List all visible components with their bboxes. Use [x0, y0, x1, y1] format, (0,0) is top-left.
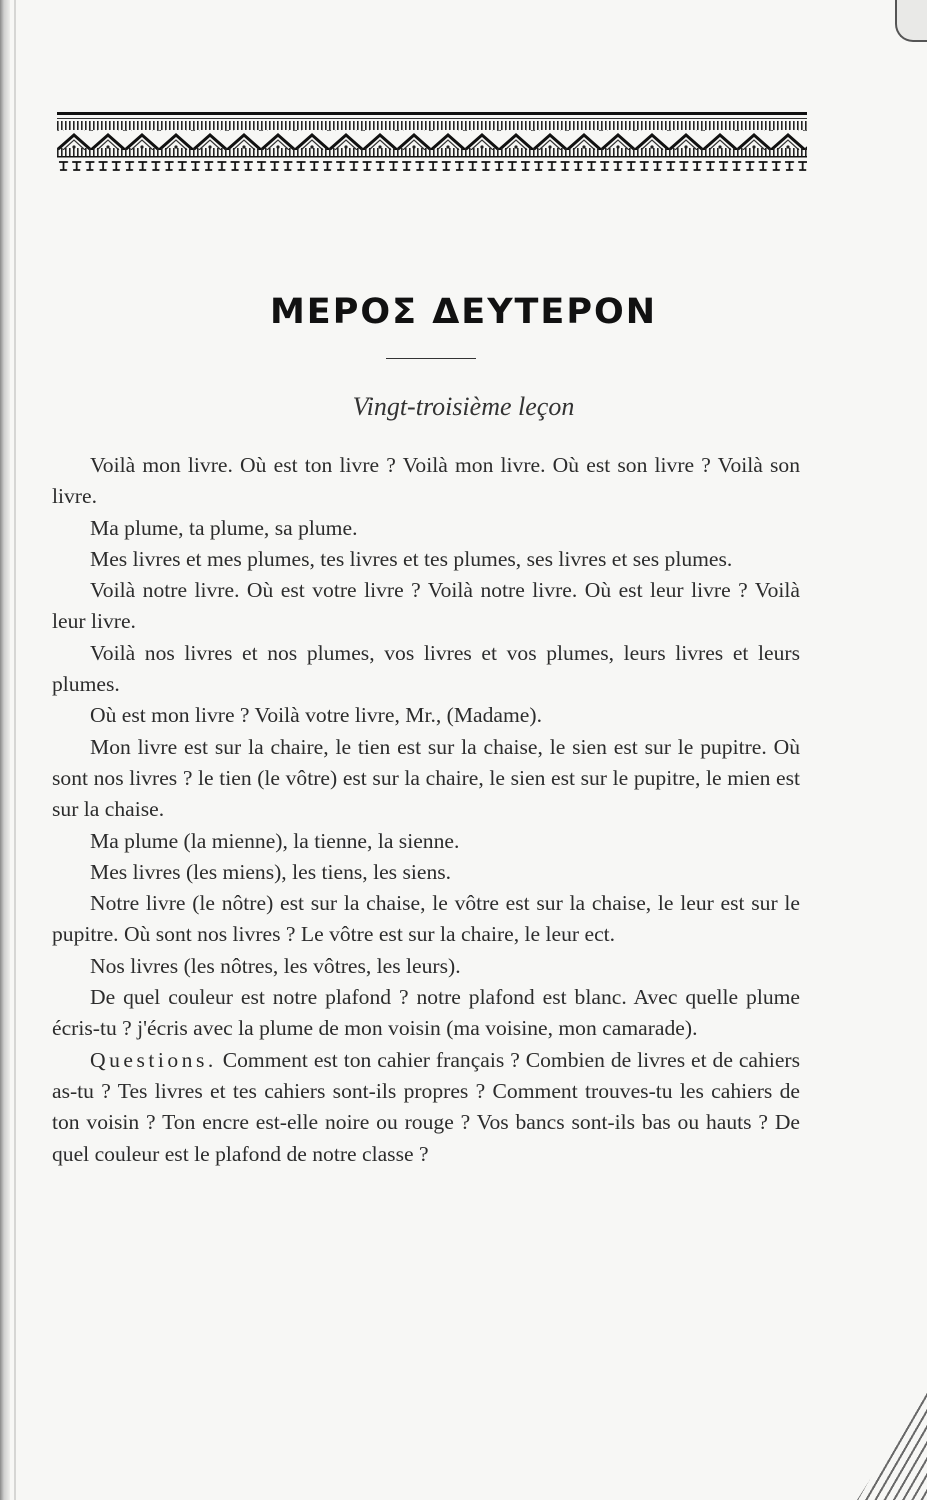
page-left-edge — [0, 0, 10, 1500]
paragraph-2: Ma plume, ta plume, sa plume. — [90, 515, 358, 540]
page-title: ΜΕΡΟΣ ΔΕΥΤΕΡΟΝ — [269, 292, 658, 332]
paragraph-12: De quel couleur est notre plafond ? notre plafond est blanc. Avec quelle plume écris-tu ? j'écris avec la plume de mon voisin (ma voisine, mon camarade). — [52, 985, 800, 1041]
lesson-title: Vingt-troisième leçon — [352, 392, 575, 421]
title-divider — [386, 358, 476, 359]
decorative-header-ornament — [57, 112, 807, 176]
paragraph-9: Mes livres (les miens), les tiens, les siens. — [90, 859, 452, 884]
paragraph-10: Notre livre (le nôtre) est sur la chaise, le vôtre est sur la chaise, le leur est sur le pupitre. Où sont nos livres ? Le vôtre est sur la chaire, le leur ect. — [52, 891, 800, 947]
page-corner-curl-top — [895, 0, 927, 42]
questions-label: Questions. — [90, 1047, 217, 1072]
paragraph-3: Mes livres et mes plumes, tes livres et tes plumes, ses livres et ses plumes. — [90, 546, 733, 571]
page-margin-line — [14, 0, 16, 1500]
paragraph-8: Ma plume (la mienne), la tienne, la sienne. — [90, 828, 460, 853]
page-corner-wear-bottom — [857, 1390, 927, 1500]
paragraph-11: Nos livres (les nôtres, les vôtres, les leurs). — [90, 953, 461, 978]
questions-text: Comment est ton cahier français ? Combien de livres et de cahiers as-tu ? Tes livres et tes cahiers sont-ils propres ? Comment trouves-tu les cahiers de ton voisin ? Ton encre est-elle noire ou rouge ? Vos bancs sont-ils bas ou hauts ? De quel couleur est le plafond de notre classe ? — [52, 1047, 800, 1166]
paragraph-4: Voilà notre livre. Où est votre livre ? Voilà notre livre. Où est leur livre ? Voilà leur livre. — [52, 578, 800, 634]
paragraph-1: Voilà mon livre. Où est ton livre ? Voilà mon livre. Où est son livre ? Voilà son livre. — [52, 453, 800, 509]
questions-paragraph — [52, 1045, 800, 1170]
paragraph-7: Mon livre est sur la chaire, le tien est sur la chaise, le sien est sur le pupitre. Où sont nos livres ? le tien (le vôtre) est sur la chaire, le sien est sur le pupitre, le mien est sur la chaise. — [52, 734, 800, 822]
lesson-body — [52, 450, 800, 1170]
paragraph-6: Où est mon livre ? Voilà votre livre, Mr., (Madame). — [90, 703, 542, 728]
paragraph-5: Voilà nos livres et nos plumes, vos livres et vos plumes, leurs livres et leurs plumes. — [52, 640, 800, 697]
